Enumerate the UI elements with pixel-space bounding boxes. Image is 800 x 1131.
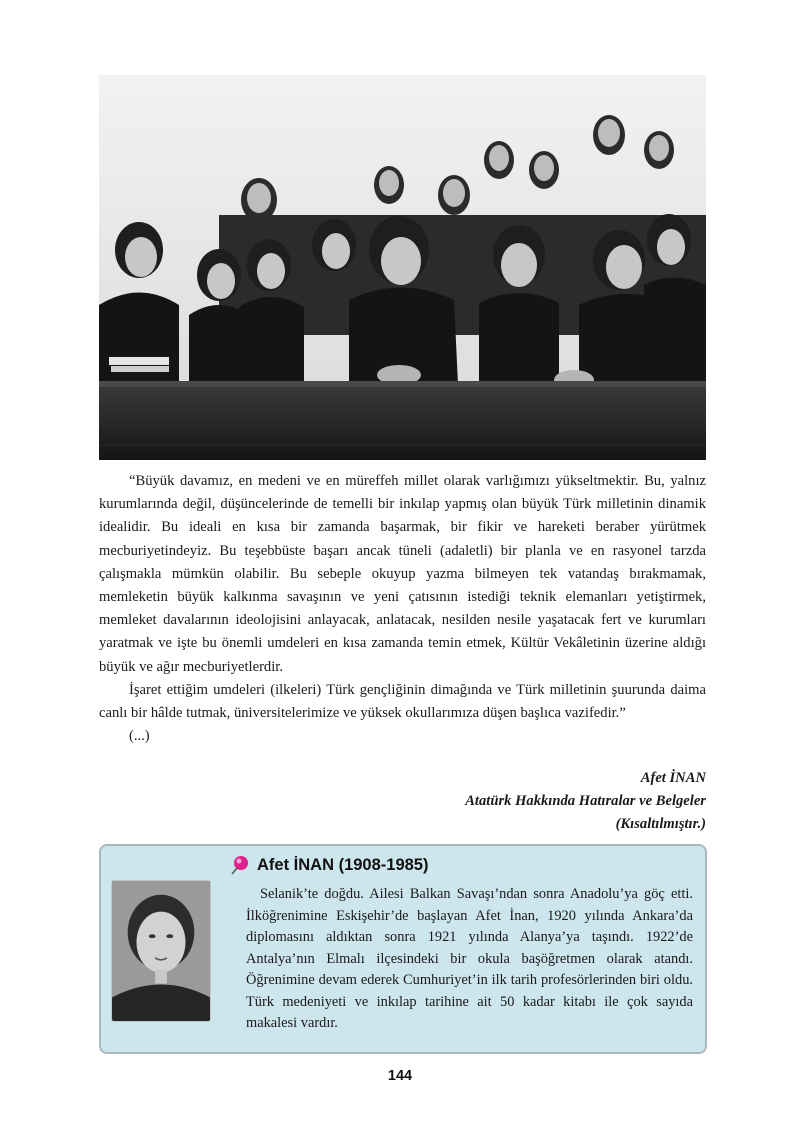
main-photograph xyxy=(99,75,706,460)
source-book-title: Atatürk Hakkında Hatıralar ve Belgeler xyxy=(465,793,706,809)
quote-paragraph: “Büyük davamız, en medeni ve en müreffeh millet olarak varlığımızı yükseltmektir. Bu, yalnız kurumlarında değil, düşüncelerinde de temelli bir inkılap yapmış olan büyük Türk milletinin dinamik idealidir. Bu ideali en kısa bir zamanda başarmak, bir fikir ve hareketi beraber yürütmek mecburiyetindeyiz. Bu teşebbüste başarı ancak tüneli (adaletli) bir planla ve en rasyonel tarzda çalışmakla mümkün olabilir. Bu sebeple okuyup yazma bilmeyen tek vatandaş bırakmamak, memleketin büyük kalkınma savaşının ve yeni çatısının istediği teknik elemanları yetiştirmek, memleket davalarının ideolojisini anlayacak, anlatacak, nesilden nesile yaşatacak fert ve kurumları yaratmak ve işte bu önemli umdeleri en kısa zamanda temin etmek, Kültür Vekâletinin üzerine aldığı büyük ve ağır mecburiyetlerdir. xyxy=(99,473,706,675)
biography-text xyxy=(246,884,693,1035)
quote-ellipsis: (...) xyxy=(129,728,150,745)
source-attribution xyxy=(465,767,706,836)
biography-heading xyxy=(229,852,428,878)
biography-title: Afet İNAN (1908-1985) xyxy=(257,855,429,874)
quote-text xyxy=(99,470,706,748)
portrait-illustration xyxy=(112,881,210,1021)
classroom-photo-illustration xyxy=(99,75,706,460)
pushpin-icon xyxy=(229,854,251,876)
source-note: (Kısaltılmıştır.) xyxy=(615,816,706,832)
portrait-photo xyxy=(111,880,211,1022)
source-author: Afet İNAN xyxy=(640,770,706,786)
page-number: 144 xyxy=(387,1068,413,1084)
biography-paragraph: Selanik’te doğdu. Ailesi Balkan Savaşı’ndan sonra Anadolu’ya göç etti. İlköğrenimine Eskişehir’de başlayan Afet İnan, 1920 yılında Ankara’da diplomasını aldıktan sonra 1921 yılında Alanya’ya taşındı. 1922’de Antalya’nın Elmalı ilçesindeki bir okula başöğretmen olarak atandı. Öğrenimine devam ederek Cumhuriyet’in ilk tarih profesörlerinden biri oldu. Türk medeniyeti ve inkılap tarihine ait 50 kadar kitabı ile çok sayıda makalesi vardır. xyxy=(246,886,693,1031)
quote-paragraph: İşaret ettiğim umdeleri (ilkeleri) Türk gençliğinin dimağında ve Türk milletinin şuurunda daima canlı bir hâlde tutmak, üniversitelerimize ve yüksek okullarımıza düşen başlıca vazifedir.” xyxy=(99,681,706,722)
